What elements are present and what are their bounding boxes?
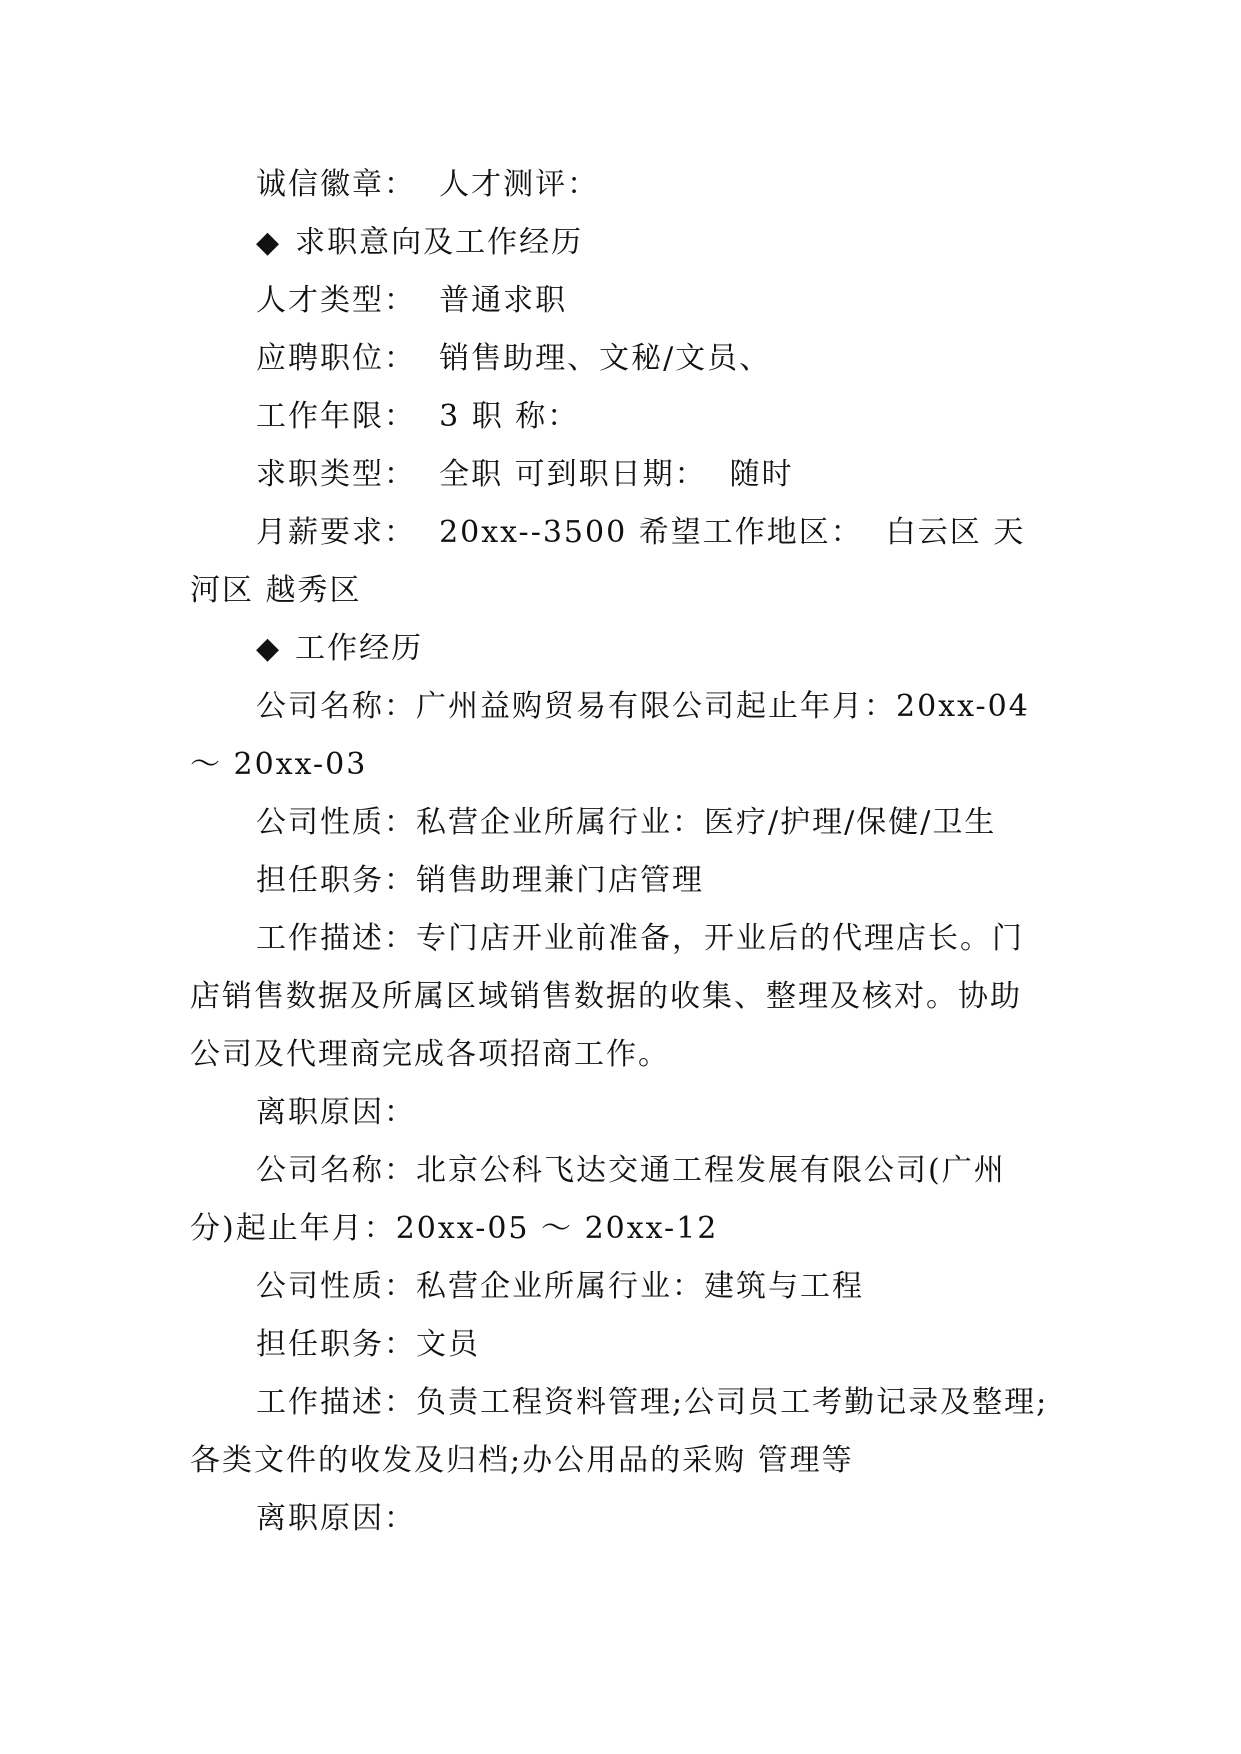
job2-nature-line: 公司性质：私营企业所属行业：建筑与工程 (256, 1269, 864, 1304)
section-title-experience: 工作经历 (295, 631, 424, 666)
diamond-bullet-icon: ◆ (256, 225, 282, 260)
job-type-line: 求职类型： 全职 可到职日期： 随时 (256, 457, 794, 492)
resume-content (190, 156, 1050, 1548)
job2-title-line: 担任职务：文员 (256, 1327, 480, 1362)
section-heading-intent (190, 214, 1050, 272)
job2-leave-reason: 离职原因： (256, 1501, 416, 1536)
section-title-intent: 求职意向及工作经历 (295, 225, 584, 260)
diamond-bullet-icon: ◆ (256, 631, 282, 666)
years-line: 工作年限： 3 职 称： (256, 399, 580, 434)
salary-line: 月薪要求： 20xx--3500 希望工作地区： 白云区 天河区 越秀区 (190, 515, 1026, 608)
job1-nature-line: 公司性质：私营企业所属行业：医疗/护理/保健/卫生 (256, 805, 997, 840)
job1-company-line: 公司名称：广州益购贸易有限公司起止年月：20xx-04 ～ 20xx-03 (190, 689, 1042, 782)
badges-line: 诚信徽章： 人才测评： (256, 167, 600, 202)
job1-leave-reason: 离职原因： (256, 1095, 416, 1130)
section-heading-experience (190, 620, 1050, 678)
talent-type-line: 人才类型： 普通求职 (256, 283, 568, 318)
job2-company-line: 公司名称：北京公科飞达交通工程发展有限公司(广州分)起止年月：20xx-05 ～ 20xx-12 (190, 1153, 1006, 1246)
job1-title-line: 担任职务：销售助理兼门店管理 (256, 863, 704, 898)
position-line: 应聘职位： 销售助理、文秘/文员、 (256, 341, 772, 376)
job1-description: 工作描述：专门店开业前准备，开业后的代理店长。门店销售数据及所属区域销售数据的收集、整理及核对。协助公司及代理商完成各项招商工作。 (190, 921, 1024, 1072)
job2-description: 工作描述：负责工程资料管理;公司员工考勤记录及整理;各类文件的收发及归档;办公用品的采购 管理等 (190, 1385, 1049, 1478)
